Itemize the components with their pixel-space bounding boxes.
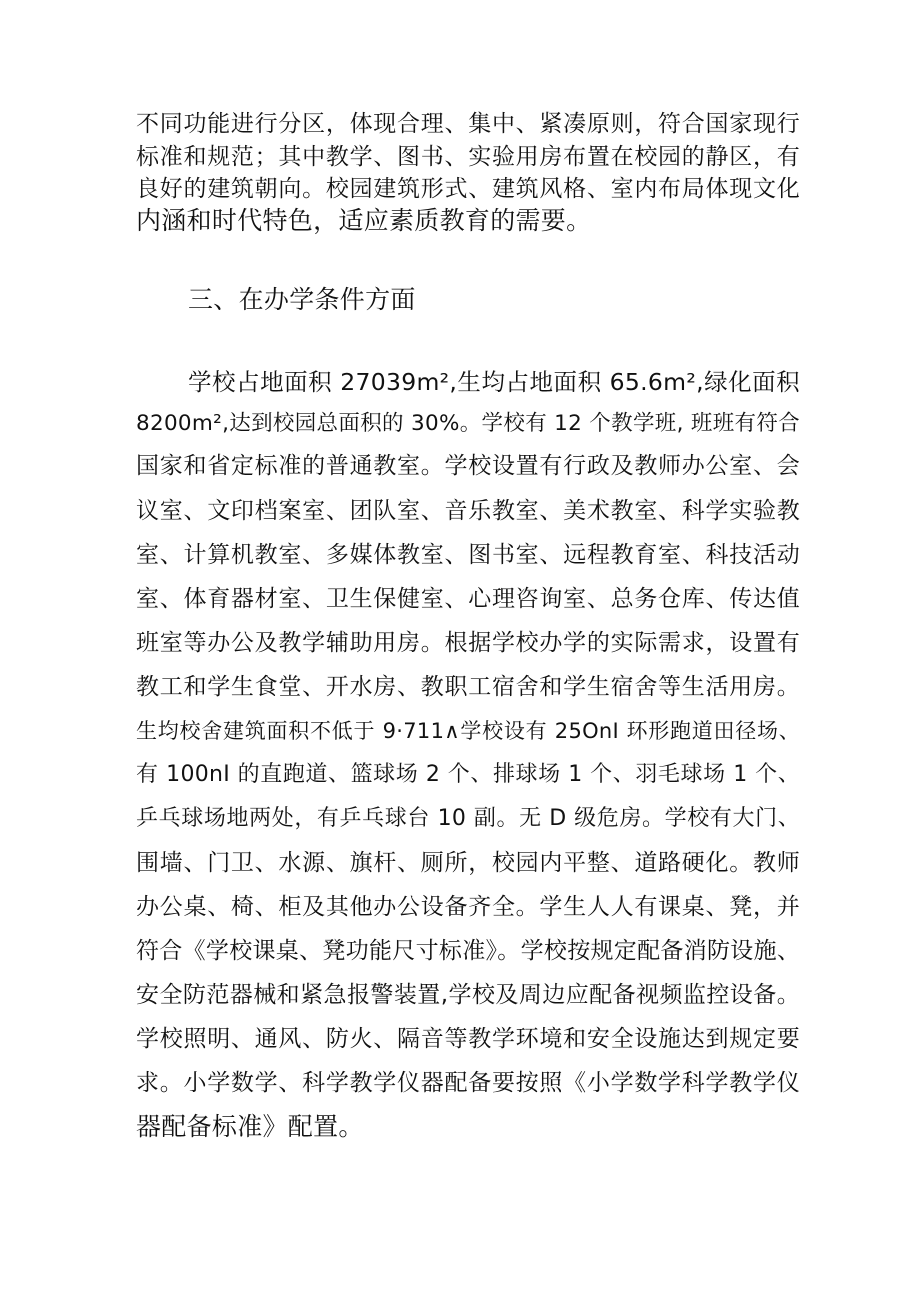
text-line: 安全防范器械和紧急报警装置,学校及周边应配备视频监控设备。 [136, 982, 800, 1008]
text-line: 室、计算机教室、多媒体教室、图书室、远程教育室、科技活动 [136, 542, 800, 568]
text-line: 教工和学生食堂、开水房、教职工宿舍和学生宿舍等生活用房。 [136, 674, 800, 700]
text-line: 不同功能进行分区，体现合理、集中、紧凑原则，符合国家现行 [136, 111, 800, 137]
text-line: 议室、文印档案室、团队室、音乐教室、美术教室、科学实验教 [136, 498, 800, 524]
text-line: 国家和省定标准的普通教室。学校设置有行政及教师办公室、会 [136, 453, 800, 479]
text-line: 班室等办公及教学辅助用房。根据学校办学的实际需求，设置有 [136, 630, 800, 656]
text-line: 符合《学校课桌、凳功能尺寸标准》。学校按规定配备消防设施、 [136, 938, 800, 964]
text-line: 办公桌、椅、柜及其他办公设备齐全。学生人人有课桌、凳，并 [136, 894, 800, 920]
text-line: 器配备标准》配置。 [136, 1112, 364, 1141]
text-line: 乒乓球场地两处，有乒乓球台 10 副。无 D 级危房。学校有大门、 [136, 806, 800, 831]
text-line: 8200m²,达到校园总面积的 30%。学校有 12 个教学班, 班班有符合 [136, 411, 800, 436]
text-line: 内涵和时代特色，适应素质教育的需要。 [136, 206, 592, 235]
text-line: 学校照明、通风、防火、隔音等教学环境和安全设施达到规定要 [136, 1026, 800, 1052]
text-line: 室、体育器材室、卫生保健室、心理咨询室、总务仓库、传达值 [136, 586, 800, 612]
text-line: 有 100nI 的直跑道、篮球场 2 个、排球场 1 个、羽毛球场 1 个、 [136, 762, 800, 787]
section-heading: 三、在办学条件方面 [188, 285, 416, 314]
text-line: 围墙、门卫、水源、旗杆、厕所，校园内平整、道路硬化。教师 [136, 850, 800, 876]
text-line: 学校占地面积 27039m²,生均占地面积 65.6m²,绿化面积 [188, 368, 800, 396]
text-line: 生均校舍建筑面积不低于 9·711∧学校设有 25OnI 环形跑道田径场、 [136, 719, 800, 743]
text-line: 求。小学数学、科学教学仪器配备要按照《小学数学科学教学仪 [136, 1070, 800, 1096]
text-line: 良好的建筑朝向。校园建筑形式、建筑风格、室内布局体现文化 [136, 176, 800, 202]
text-line: 标准和规范；其中教学、图书、实验用房布置在校园的静区，有 [136, 144, 800, 170]
